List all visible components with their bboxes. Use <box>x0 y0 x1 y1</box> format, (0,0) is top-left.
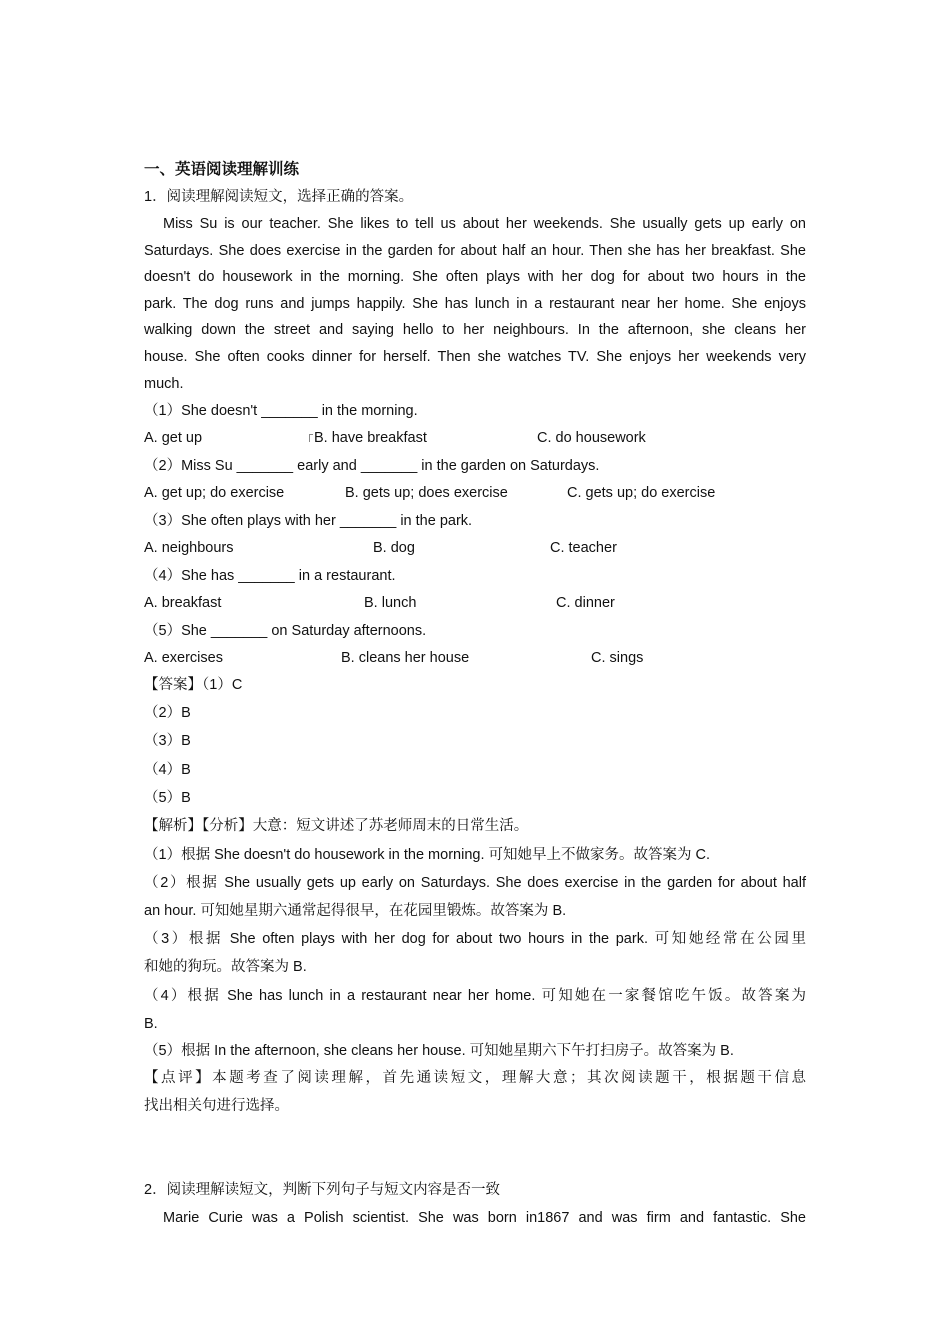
comment-line: 【点评】本题考查了阅读理解，首先通读短文，理解大意；其次阅读题干，根据题干信息 <box>144 1070 806 1086</box>
option-c: C. teacher <box>550 540 617 556</box>
option-a: A. get up <box>144 430 203 446</box>
answer-line: （2）B <box>144 705 191 721</box>
answer-line: 【答案】（1）C <box>144 677 243 693</box>
analysis-line: 【解析】【分析】大意：短文讲述了苏老师周末的日常生活。 <box>144 818 529 834</box>
option-b: B. cleans her house <box>341 650 470 666</box>
passage-line: house. She often cooks dinner for herself. Then she watches TV. She enjoys her weekends very <box>144 349 806 365</box>
passage-line: Marie Curie was a Polish scientist. She was born in1867 and was firm and fantastic. She <box>163 1210 806 1226</box>
answer-line: （5）B <box>144 790 191 806</box>
question-stem: （3）She often plays with her _______ in the park. <box>144 513 473 529</box>
passage-line: doesn't do housework in the morning. She often plays with her dog for about two hours in the <box>144 269 806 285</box>
option-b-text: B. have breakfast <box>314 430 427 446</box>
option-c: C. do housework <box>537 430 646 446</box>
analysis-line: B. <box>144 1016 158 1032</box>
answer-line: （3）B <box>144 733 191 749</box>
answer-line: （4）B <box>144 762 191 778</box>
option-b <box>309 428 427 448</box>
option-b: B. gets up; does exercise <box>345 485 508 501</box>
option-c: C. dinner <box>556 595 615 611</box>
question-2-heading: 2．阅读理解读短文，判断下列句子与短文内容是否一致 <box>144 1182 501 1198</box>
question-stem: （2）Miss Su _______ early and _______ in the garden on Saturdays. <box>144 458 600 474</box>
option-a: A. exercises <box>144 650 223 666</box>
analysis-line: （4）根据 She has lunch in a restaurant near her home. 可知她在一家餐馆吃午饭。故答案为 <box>144 988 806 1004</box>
question-stem: （1）She doesn't _______ in the morning. <box>144 403 418 419</box>
option-c: C. gets up; do exercise <box>567 485 716 501</box>
option-b: B. dog <box>373 540 415 556</box>
analysis-line: 和她的狗玩。故答案为 B. <box>144 959 307 975</box>
paragraph-mark-icon <box>309 434 313 442</box>
option-a: A. neighbours <box>144 540 234 556</box>
passage-line: walking down the street and saying hello to her neighbours. In the afternoon, she cleans her <box>144 322 806 338</box>
analysis-line: an hour. 可知她星期六通常起得很早，在花园里锻炼。故答案为 B. <box>144 903 567 919</box>
section-title: 一、英语阅读理解训练 <box>144 161 300 178</box>
passage-line: much. <box>144 376 184 392</box>
analysis-line: （2）根据 She usually gets up early on Saturdays. She does exercise in the garden for about half <box>144 875 806 891</box>
option-a: A. breakfast <box>144 595 222 611</box>
option-c: C. sings <box>591 650 644 666</box>
comment-line: 找出相关句进行选择。 <box>144 1098 289 1114</box>
passage-line: Saturdays. She does exercise in the garden for about half an hour. Then she has her breakfast. She <box>144 243 806 259</box>
question-stem: （4）She has _______ in a restaurant. <box>144 568 396 584</box>
analysis-line: （5）根据 In the afternoon, she cleans her house. 可知她星期六下午打扫房子。故答案为 B. <box>144 1043 734 1059</box>
passage-line: Miss Su is our teacher. She likes to tell us about her weekends. She usually gets up early on <box>163 216 806 232</box>
option-a: A. get up; do exercise <box>144 485 285 501</box>
passage-line: park. The dog runs and jumps happily. She has lunch in a restaurant near her home. She enjoys <box>144 296 806 312</box>
analysis-line: （3）根据 She often plays with her dog for about two hours in the park. 可知她经常在公园里 <box>144 931 806 947</box>
analysis-line: （1）根据 She doesn't do housework in the morning. 可知她早上不做家务。故答案为 C. <box>144 847 711 863</box>
option-b: B. lunch <box>364 595 417 611</box>
question-1-heading: 1．阅读理解阅读短文，选择正确的答案。 <box>144 189 414 205</box>
question-stem: （5）She _______ on Saturday afternoons. <box>144 623 427 639</box>
